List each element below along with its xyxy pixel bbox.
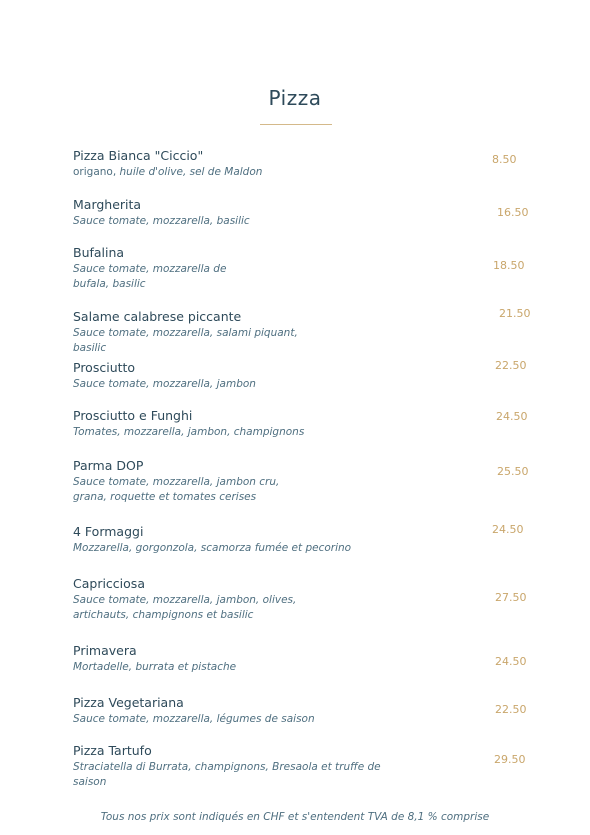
item-description: Sauce tomate, mozzarella, salami piquant, basilic [73,327,298,354]
item-name: Pizza Vegetariana [73,695,184,710]
item-name: Capricciosa [73,576,145,591]
item-price: 8.50 [492,153,517,166]
menu-item [73,407,533,440]
menu-item [73,308,533,356]
menu-item [73,147,533,180]
title-divider [260,124,332,125]
item-description: Sauce tomate, mozzarella, jambon cru, grana, roquette et tomates cerises [73,476,280,503]
item-description-prefix: origano, [73,166,120,178]
item-name: Pizza Bianca "Ciccio" [73,148,204,163]
menu-item [73,575,533,623]
menu-title: Pizza [268,86,322,110]
item-description: Sauce tomate, mozzarella, jambon, olives, artichauts, champignons et basilic [73,594,297,621]
item-description: Tomates, mozzarella, jambon, champignons [73,426,305,438]
item-price: 22.50 [495,703,527,716]
menu-item [73,694,533,727]
menu-item [73,196,533,229]
menu-item [73,457,533,505]
item-description: Sauce tomate, mozzarella de bufala, basilic [73,263,227,290]
item-name: Parma DOP [73,458,144,473]
item-price: 29.50 [494,753,526,766]
item-price: 16.50 [497,206,529,219]
price-footnote: Tous nos prix sont indiqués en CHF et s'entendent TVA de 8,1 % comprise [100,811,490,823]
item-description: Straciatella di Burrata, champignons, Bresaola et truffe de saison [73,761,381,788]
menu-item [73,523,533,556]
item-price: 24.50 [492,523,524,536]
item-price: 24.50 [496,410,528,423]
item-price: 21.50 [499,307,531,320]
item-name: 4 Formaggi [73,524,144,539]
item-name: Prosciutto e Funghi [73,408,193,423]
item-price: 27.50 [495,591,527,604]
item-name: Margherita [73,197,142,212]
item-description: Mortadelle, burrata et pistache [73,661,237,673]
item-price: 24.50 [495,655,527,668]
item-description: Sauce tomate, mozzarella, légumes de saison [73,713,315,725]
item-price: 18.50 [493,259,525,272]
item-description-text: huile d'olive, sel de Maldon [119,166,263,178]
item-name: Salame calabrese piccante [73,309,242,324]
item-name: Primavera [73,643,137,658]
item-description: Sauce tomate, mozzarella, jambon [73,378,256,390]
item-price: 22.50 [495,359,527,372]
item-name: Bufalina [73,245,125,260]
menu-item [73,742,533,790]
item-description: Mozzarella, gorgonzola, scamorza fumée et pecorino [73,542,352,554]
menu-item [73,642,533,675]
item-price: 25.50 [497,465,529,478]
item-description: Sauce tomate, mozzarella, basilic [73,215,250,227]
menu-item [73,244,533,292]
item-name: Pizza Tartufo [73,743,152,758]
menu-item [73,359,533,392]
item-description [73,165,413,180]
item-name: Prosciutto [73,360,136,375]
